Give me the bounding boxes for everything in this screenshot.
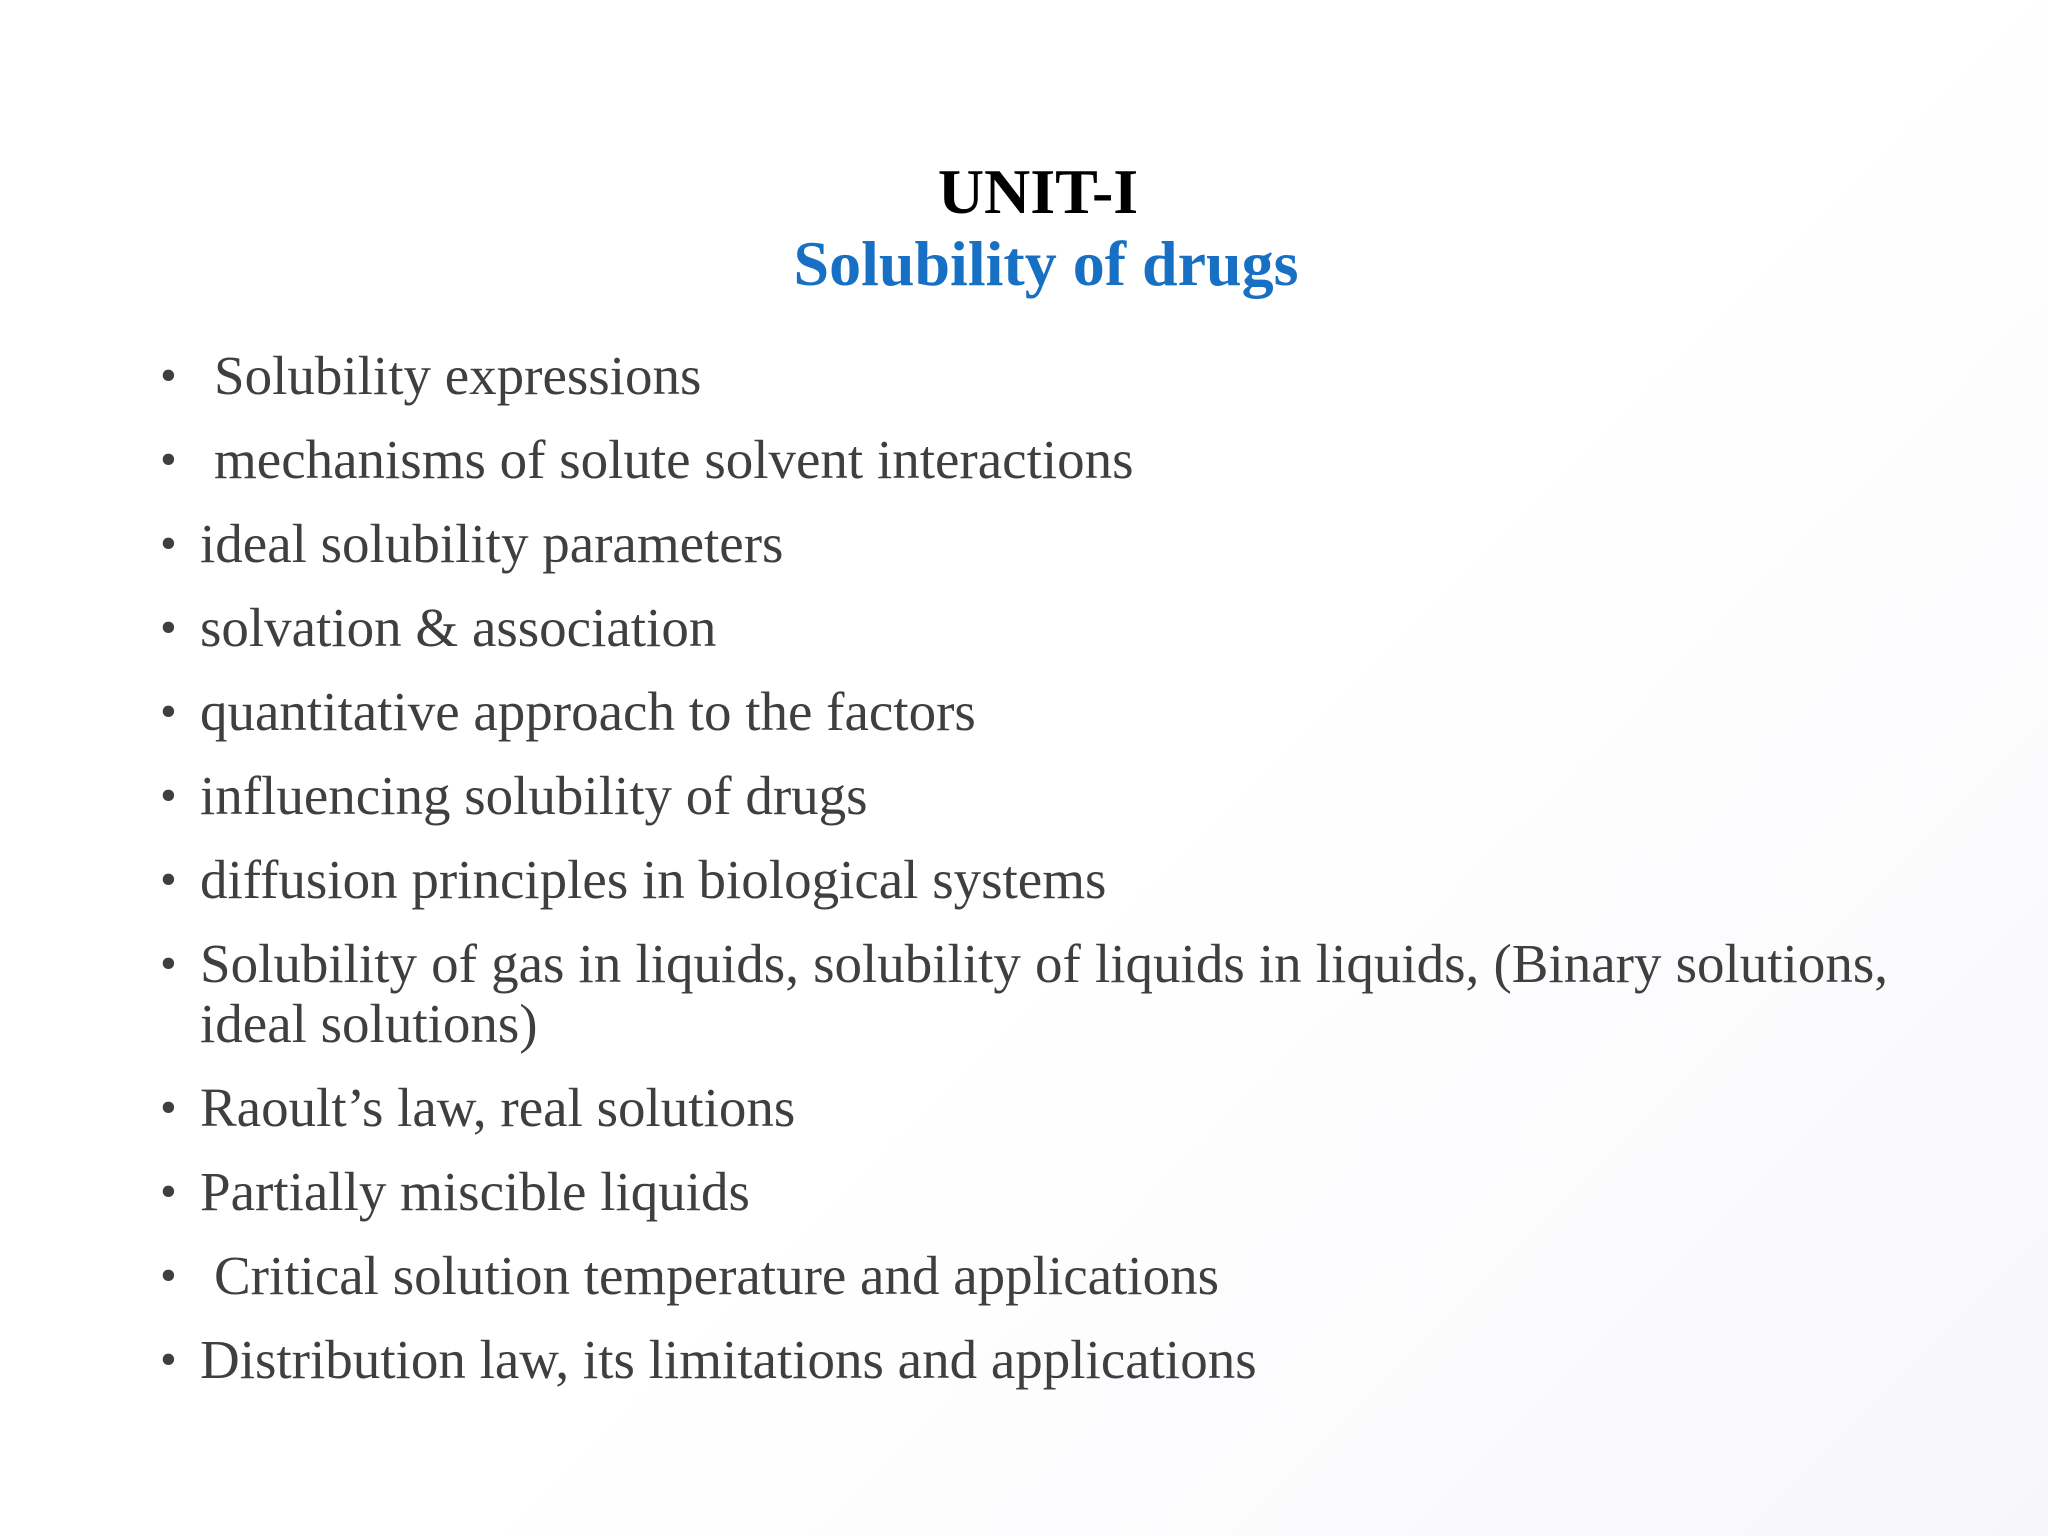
- list-item-text: Critical solution temperature and applications: [214, 1245, 1219, 1306]
- bullet-icon: •: [160, 1249, 177, 1302]
- bullet-icon: •: [160, 937, 177, 990]
- bullet-icon: •: [160, 349, 177, 402]
- unit-title: UNIT-I: [937, 156, 1139, 227]
- list-item: [160, 1330, 1888, 1390]
- list-item-text: Solubility expressions: [214, 345, 702, 406]
- topic-list: [160, 346, 1888, 1414]
- list-item: [160, 346, 1888, 406]
- list-item: [160, 430, 1888, 490]
- list-item-text: Solubility of gas in liquids, solubility of liquids in liquids, (Binary solutions, ideal solutions): [200, 933, 1888, 1054]
- list-item-text: quantitative approach to the factors: [200, 681, 976, 742]
- bullet-icon: •: [160, 853, 177, 906]
- list-item: [160, 514, 1888, 574]
- list-item: [160, 1246, 1888, 1306]
- slide-subtitle: Solubility of drugs: [793, 228, 1299, 299]
- list-item-text: diffusion principles in biological systems: [200, 849, 1107, 910]
- list-item: [160, 1078, 1888, 1138]
- list-item: [160, 1162, 1888, 1222]
- list-item: [160, 934, 1888, 1054]
- bullet-icon: •: [160, 433, 177, 486]
- bullet-icon: •: [160, 769, 177, 822]
- list-item-text: solvation & association: [200, 597, 717, 658]
- list-item: [160, 598, 1888, 658]
- list-item-text: Raoult’s law, real solutions: [200, 1077, 796, 1138]
- list-item-text: Partially miscible liquids: [200, 1161, 750, 1222]
- bullet-icon: •: [160, 1081, 177, 1134]
- list-item-text: influencing solubility of drugs: [200, 765, 868, 826]
- list-item: [160, 682, 1888, 742]
- bullet-icon: •: [160, 685, 177, 738]
- bullet-icon: •: [160, 517, 177, 570]
- list-item: [160, 850, 1888, 910]
- bullet-icon: •: [160, 1333, 177, 1386]
- list-item: [160, 766, 1888, 826]
- list-item-text: mechanisms of solute solvent interactions: [214, 429, 1134, 490]
- list-item-text: Distribution law, its limitations and applications: [200, 1329, 1257, 1390]
- bullet-icon: •: [160, 1165, 177, 1218]
- bullet-icon: •: [160, 601, 177, 654]
- list-item-text: ideal solubility parameters: [200, 513, 784, 574]
